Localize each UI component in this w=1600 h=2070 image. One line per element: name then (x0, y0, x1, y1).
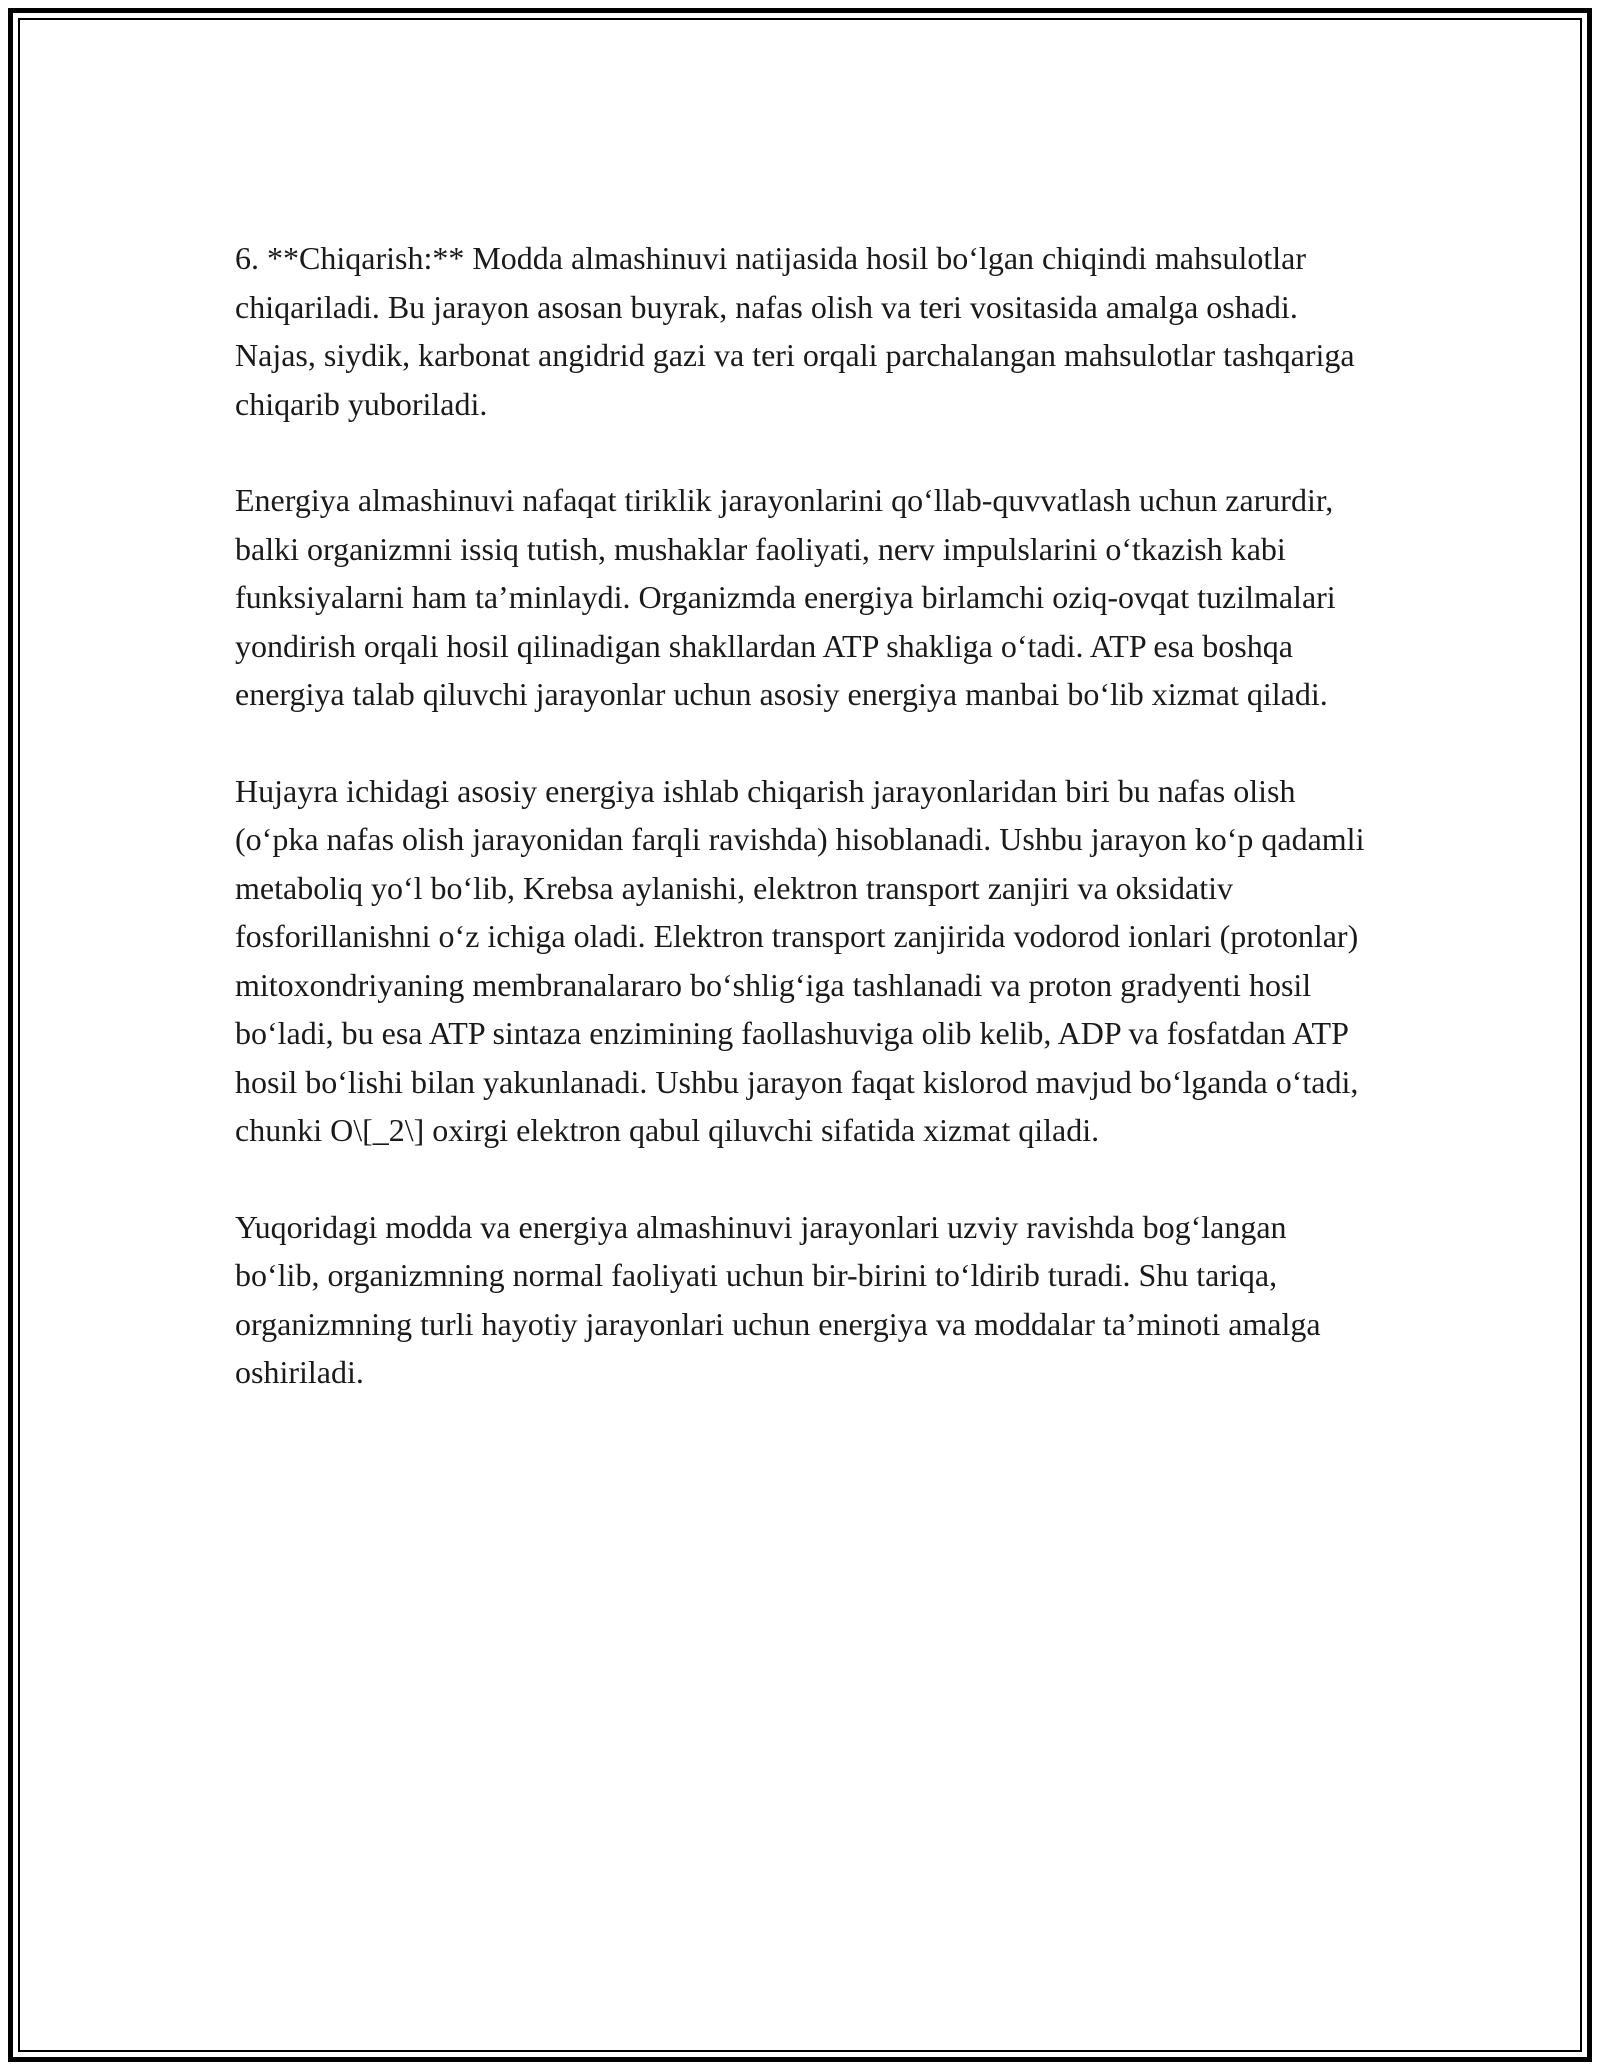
document-body (235, 234, 1375, 1397)
paragraph-excretion: 6. **Chiqarish:** Modda almashinuvi natijasida hosil bo‘lgan chiqindi mahsulotlar chiqariladi. Bu jarayon asosan buyrak, nafas olish va teri vositasida amalga oshadi. Najas, siydik, karbonat angidrid gazi va teri orqali parchalangan mahsulotlar tashqariga chiqarib yuboriladi. (235, 240, 1355, 422)
paragraph-conclusion: Yuqoridagi modda va energiya almashinuvi jarayonlari uzviy ravishda bog‘langan bo‘lib, organizmning normal faoliyati uchun bir-birini to‘ldirib turadi. Shu tariqa, organizmning turli hayotiy jarayonlari uchun energiya va moddalar ta’minoti amalga oshiriladi. (235, 1208, 1321, 1390)
paragraph-energy-metabolism: Energiya almashinuvi nafaqat tiriklik jarayonlarini qo‘llab-quvvatlash uchun zarurdir, balki organizmni issiq tutish, mushaklar faoliyati, nerv impulslarini o‘tkazish kabi funksiyalarni ham ta’minlaydi. Organizmda energiya birlamchi oziq-ovqat tuzilmalari yondirish orqali hosil qilinadigan shakllardan ATP shakliga o‘tadi. ATP esa boshqa energiya talab qiluvchi jarayonlar uchun asosiy energiya manbai bo‘lib xizmat qiladi. (235, 482, 1336, 712)
paragraph-cellular-respiration: Hujayra ichidagi asosiy energiya ishlab chiqarish jarayonlaridan biri bu nafas olish (o‘pka nafas olish jarayonidan farqli ravishda) hisoblanadi. Ushbu jarayon ko‘p qadamli metaboliq yo‘l bo‘lib, Krebsa aylanishi, elektron transport zanjiri va oksidativ fosforillanishni o‘z ichiga oladi. Elektron transport zanjirida vodorod ionlari (protonlar) mitoxondriyaning membranalararo bo‘shlig‘iga tashlanadi va proton gradyenti hosil bo‘ladi, bu esa ATP sintaza enzimining faollashuviga olib kelib, ADP va fosfatdan ATP hosil bo‘lishi bilan yakunlanadi. Ushbu jarayon faqat kislorod mavjud bo‘lganda o‘tadi, chunki O\[_2\] oxirgi elektron qabul qiluvchi sifatida xizmat qiladi. (235, 772, 1365, 1148)
